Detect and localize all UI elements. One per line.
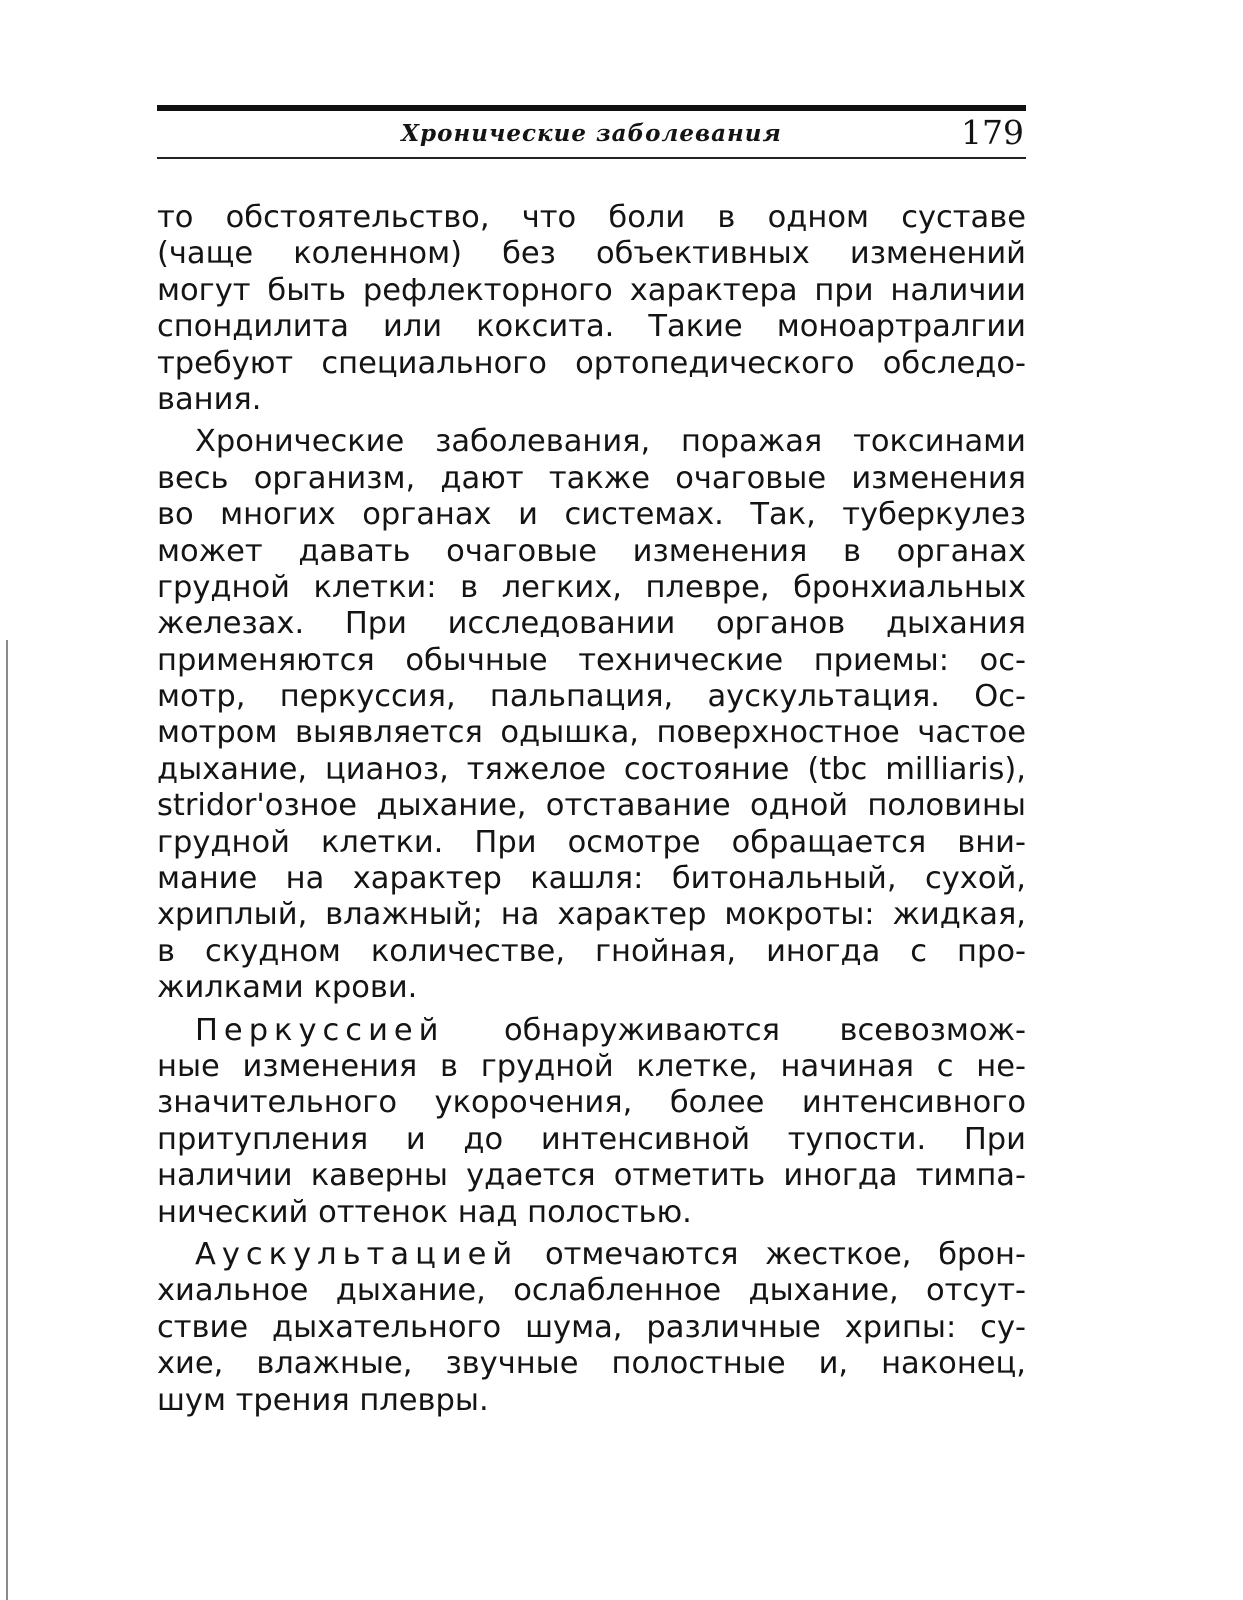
text-line: мотр, перкуссия, пальпация, аускультация. Ос-: [157, 679, 1026, 715]
text-line: мание на характер кашля: битональный, сухой,: [157, 861, 1026, 897]
text-line: значительного укорочения, более интенсивного: [157, 1085, 1026, 1121]
text-line: то обстоятельство, что боли в одном суставе: [157, 200, 1026, 235]
page-number: 179: [961, 113, 1024, 152]
text-line: грудной клетки: в легких, плевре, бронхиальных: [157, 569, 1026, 605]
running-header: [157, 105, 1026, 161]
text-line: [157, 1237, 1026, 1273]
text-line: хие, влажные, звучные полостные и, наконец,: [157, 1346, 1026, 1382]
text-line: [157, 1013, 1026, 1049]
text-line: дыхание, цианоз, тяжелое состояние (tbc milliaris),: [157, 751, 1026, 787]
text-line: в скудном количестве, гнойная, иногда с про-: [157, 933, 1026, 969]
text-line: (чаще коленном) без объективных изменений: [157, 236, 1026, 272]
text-line: может давать очаговые изменения в органах: [157, 533, 1026, 569]
emphasized-term: Перкуссией: [195, 1012, 445, 1048]
text-line: stridor'озное дыхание, отставание одной половины: [157, 788, 1026, 824]
text-line: Хронические заболевания, поражая токсинами: [195, 424, 1026, 460]
text-line: мотром выявляется одышка, поверхностное частое: [157, 715, 1026, 751]
text-line: жилками крови.: [157, 970, 418, 1006]
text-line: требуют специального ортопедического обследо-: [157, 345, 1026, 381]
text-line: весь организм, дают также очаговые изменения: [157, 460, 1026, 496]
text-line: ствие дыхательного шума, различные хрипы: су-: [157, 1309, 1026, 1345]
text-line: шум трения плевры.: [157, 1382, 489, 1418]
paragraph-4: [157, 1237, 1026, 1419]
header-rule-top: [157, 105, 1026, 111]
running-head-title: Хронические заболевания: [401, 120, 782, 147]
text-line: могут быть рефлекторного характера при наличии: [157, 272, 1026, 308]
text-line: железах. При исследовании органов дыхания: [157, 606, 1026, 642]
text-line: вания.: [157, 381, 262, 417]
paragraph-3: [157, 1013, 1026, 1231]
text-line-rest: отмечаются жесткое, брон-: [544, 1236, 1026, 1272]
text-line: наличии каверны удается отметить иногда тимпа-: [157, 1158, 1026, 1194]
text-line: применяются обычные технические приемы: ос-: [157, 642, 1026, 678]
paragraph-1: [157, 200, 1026, 418]
paragraph-2: [157, 424, 1026, 1006]
text-line: во многих органах и системах. Так, туберкулез: [157, 497, 1026, 533]
text-line: хиальное дыхание, ослабленное дыхание, отсут-: [157, 1273, 1026, 1309]
text-line: ные изменения в грудной клетке, начиная с не-: [157, 1048, 1026, 1084]
text-line: спондилита или коксита. Такие моноартралгии: [157, 309, 1026, 345]
text-line: грудной клетки. При осмотре обращается вни-: [157, 824, 1026, 860]
text-line: нический оттенок над полостью.: [157, 1194, 692, 1230]
text-line: хриплый, влажный; на характер мокроты: жидкая,: [157, 897, 1026, 933]
text-line-rest: обнаруживаются всевозмож-: [503, 1012, 1026, 1048]
body-text: [157, 200, 1026, 1419]
page-edge-shadow: [6, 640, 8, 1600]
text-line: притупления и до интенсивной тупости. При: [157, 1121, 1026, 1157]
header-rule-bottom: [157, 157, 1026, 159]
emphasized-term: Аускультацией: [195, 1236, 519, 1272]
